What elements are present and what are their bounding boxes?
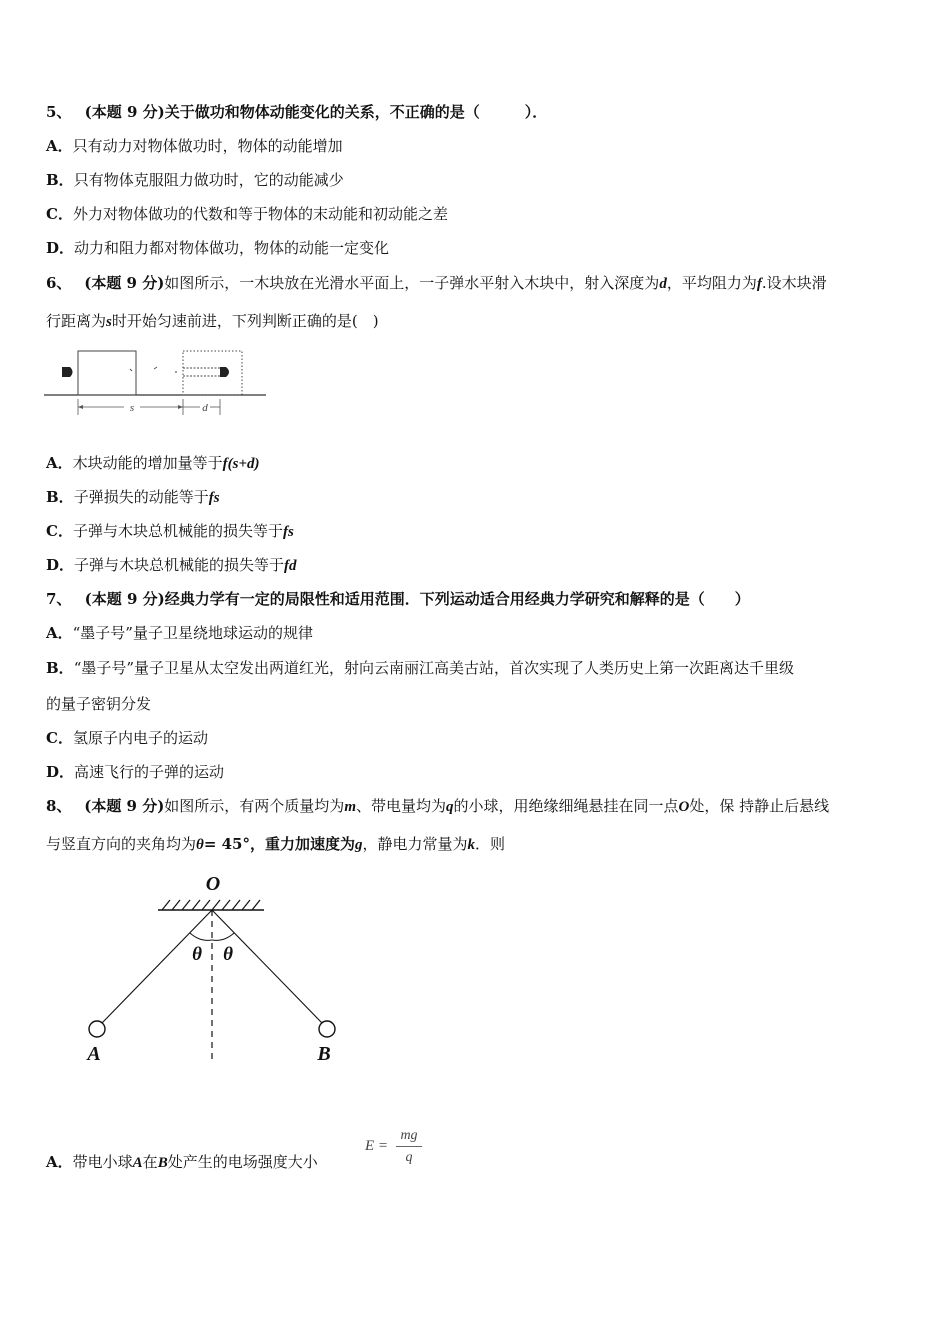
- q5-number: 5、: [46, 103, 72, 121]
- q7-option-b-cont: [46, 694, 151, 714]
- option-label: B．: [46, 488, 74, 506]
- formula-numerator: mg: [400, 1128, 418, 1143]
- stem-text: ，平均阻力为: [666, 274, 757, 292]
- q6-figure: [44, 345, 269, 420]
- option-text: 子弹与木块总机械能的损失等于: [72, 522, 283, 540]
- q5-stem-text: 关于做功和物体动能变化的关系，不正确的是（ ）．: [164, 103, 548, 121]
- q7-stem: [46, 589, 750, 609]
- option-text: 在: [142, 1153, 158, 1171]
- option-text: 子弹损失的动能等于: [73, 488, 209, 506]
- q6-score: (本题 9 分): [84, 274, 165, 292]
- stem-text: 如图所示，有两个质量均为: [164, 797, 345, 815]
- q8-option-a: [46, 1152, 318, 1173]
- q5-option-c: [46, 204, 448, 224]
- var-q: q: [446, 799, 454, 815]
- q6-stem-line1: [46, 273, 827, 294]
- option-text: 高速飞行的子弹的运动: [74, 763, 225, 781]
- option-text: 木块动能的增加量等于: [72, 454, 223, 472]
- label-s: s: [129, 402, 135, 414]
- q5-stem: [46, 102, 547, 122]
- option-math: fs: [208, 490, 220, 506]
- q6-option-d: [46, 555, 297, 576]
- label-theta-left: θ: [192, 944, 202, 965]
- option-text: 带电小球: [72, 1153, 133, 1171]
- formula-fraction: [396, 1127, 422, 1166]
- q5-option-d: [46, 238, 389, 258]
- option-label: C．: [46, 205, 73, 223]
- option-text: 外力对物体做功的代数和等于物体的末动能和初动能之差: [72, 205, 448, 223]
- formula-denominator: q: [405, 1150, 413, 1165]
- fraction-bar: [396, 1146, 422, 1147]
- option-text: 氢原子内电子的运动: [72, 729, 208, 747]
- q7-option-c: [46, 728, 208, 748]
- q8-score: (本题 9 分): [84, 797, 165, 815]
- option-text: “墨子号”量子卫星从太空发出两道红光，射向云南丽江高美古站，首次实现了人类历史上第一次距离达千里级: [73, 659, 795, 677]
- label-a: A: [87, 1043, 101, 1065]
- string-b: [212, 910, 322, 1023]
- option-label: B．: [46, 659, 74, 677]
- option-label: D．: [46, 239, 75, 257]
- q6-stem-line2: [46, 311, 379, 332]
- option-label: B．: [46, 171, 74, 189]
- q7-option-a: [46, 623, 313, 643]
- option-label: D．: [46, 556, 75, 574]
- var-f: f: [756, 276, 762, 292]
- q7-option-d: [46, 762, 224, 782]
- var-k: k: [467, 837, 475, 853]
- option-label: C．: [46, 729, 73, 747]
- option-label: A．: [46, 454, 73, 472]
- block-final: [183, 351, 242, 395]
- var-o: O: [678, 799, 690, 815]
- option-label: C．: [46, 522, 73, 540]
- q6-option-b: [46, 487, 220, 508]
- option-text: 只有物体克服阻力做功时，它的动能减少: [73, 171, 344, 189]
- q5-option-a: [46, 136, 343, 156]
- marker: [175, 371, 177, 373]
- q6-number: 6、: [46, 274, 72, 292]
- var-m: m: [344, 799, 356, 815]
- stem-text: 与竖直方向的夹角均为: [46, 835, 197, 853]
- ceiling-hatch: [162, 900, 260, 910]
- q6-option-a: [46, 453, 260, 474]
- option-label: A．: [46, 137, 73, 155]
- q8-stem-line2: [46, 834, 505, 855]
- angle-arc-right: [212, 933, 234, 940]
- stem-text: 、带电量均为: [355, 797, 446, 815]
- stem-text: 行距离为: [46, 312, 107, 330]
- formula-e: E =: [365, 1138, 389, 1154]
- label-theta-right: θ: [223, 944, 233, 965]
- stem-text: ．则: [475, 835, 506, 853]
- q8-figure: [80, 868, 360, 1068]
- label-o: O: [205, 873, 221, 895]
- option-text: 子弹与木块总机械能的损失等于: [74, 556, 285, 574]
- var-s: s: [106, 314, 112, 330]
- stem-text: = 45°，重力加速度为: [203, 835, 355, 853]
- ball-a: [89, 1021, 105, 1037]
- stem-text: 时开始匀速前进，下列判断正确的是( ): [111, 312, 379, 330]
- q5-score: (本题 9 分): [84, 103, 165, 121]
- option-text: 的量子密钥分发: [46, 695, 152, 713]
- q7-number: 7、: [46, 590, 72, 608]
- option-math: fs: [282, 524, 294, 540]
- option-text: 动力和阻力都对物体做功，物体的动能一定变化: [74, 239, 390, 257]
- marker: [154, 367, 157, 369]
- arrow-left-icon: [78, 405, 83, 409]
- stem-text: 如图所示，一木块放在光滑水平面上，一子弹水平射入木块中，射入深度为: [164, 274, 660, 292]
- q7-option-b: [46, 658, 794, 678]
- stem-text: ，静电力常量为: [362, 835, 468, 853]
- option-label: A．: [46, 624, 73, 642]
- q8-stem-line1: [46, 796, 829, 817]
- q6-option-c: [46, 521, 294, 542]
- var-b: B: [157, 1155, 168, 1171]
- formula-e-lhs: [365, 1138, 388, 1155]
- stem-text: 处，保 持静止后悬线: [689, 797, 830, 815]
- option-text: 只有动力对物体做功时，物体的动能增加: [72, 137, 343, 155]
- var-g: g: [354, 837, 363, 853]
- var-a: A: [132, 1155, 143, 1171]
- bullet-embedded-icon: [220, 367, 229, 377]
- bullet-icon: [62, 367, 73, 377]
- q7-stem-text: 经典力学有一定的局限性和适用范围．下列运动适合用经典力学研究和解释的是（ ）: [164, 590, 750, 608]
- label-b: B: [317, 1043, 331, 1065]
- q7-score: (本题 9 分): [84, 590, 165, 608]
- angle-arc-left: [190, 933, 212, 940]
- string-a: [102, 910, 212, 1023]
- option-label: D．: [46, 763, 75, 781]
- option-math: fd: [284, 558, 297, 574]
- var-d: d: [659, 276, 667, 292]
- label-d: d: [202, 402, 208, 414]
- q8-number: 8、: [46, 797, 72, 815]
- stem-text: 的小球，用绝缘细绳悬挂在同一点: [453, 797, 679, 815]
- arrow-right-icon: [178, 405, 183, 409]
- ball-b: [319, 1021, 335, 1037]
- var-theta: θ: [196, 837, 204, 853]
- stem-text: .设木块滑: [761, 274, 827, 292]
- q5-option-b: [46, 170, 344, 190]
- option-text: 处产生的电场强度大小: [167, 1153, 318, 1171]
- block-initial: [78, 351, 136, 395]
- option-label: A．: [46, 1153, 73, 1171]
- option-text: “墨子号”量子卫星绕地球运动的规律: [72, 624, 313, 642]
- option-math: f(s+d): [222, 456, 260, 472]
- marker: [130, 369, 132, 371]
